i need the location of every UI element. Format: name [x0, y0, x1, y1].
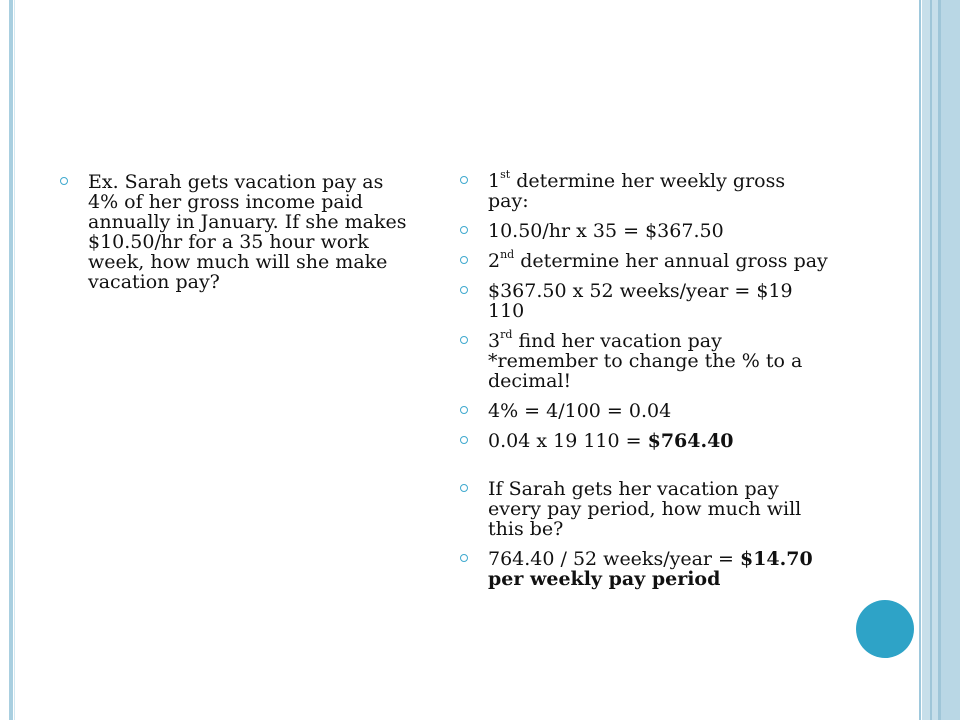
step-1-text: determine her weekly gross pay: — [488, 170, 786, 212]
calc-5-text: 764.40 / 52 weeks/year = — [488, 548, 740, 570]
calc-1-text: 10.50/hr x 35 = $367.50 — [488, 220, 724, 242]
question-text: If Sarah gets her vacation pay every pay period, how much will this be? — [488, 478, 802, 540]
bullet-ring-icon — [460, 554, 468, 562]
step-1-ordinal: st — [500, 167, 511, 181]
left-column — [58, 172, 413, 302]
decorative-stripe — [941, 0, 960, 720]
question-item — [458, 479, 828, 539]
step-1-item — [458, 167, 828, 212]
bullet-ring-icon — [460, 484, 468, 492]
right-column — [458, 167, 828, 599]
calc-2-text: $367.50 x 52 weeks/year = $19 110 — [488, 280, 793, 322]
frame-left-inner-line — [14, 0, 15, 720]
example-problem-text: Ex. Sarah gets vacation pay as 4% of her gross income paid annually in January. If she makes $10.50/hr for a 35 hour work week, how much will she make vacation pay? — [88, 171, 407, 293]
frame-left-border — [9, 0, 13, 720]
step-3-ordinal: rd — [500, 327, 513, 341]
step-2-number: 2 — [488, 250, 501, 272]
calc-4-text: 0.04 x 19 110 = — [488, 430, 648, 452]
step-2-item — [458, 247, 828, 272]
bullet-ring-icon — [60, 177, 68, 185]
frame-right-border — [919, 0, 921, 720]
step-3-item — [458, 327, 828, 392]
calc-3-text: 4% = 4/100 = 0.04 — [488, 400, 672, 422]
step-2-text: determine her annual gross pay — [514, 250, 828, 272]
step-2-ordinal: nd — [500, 247, 515, 261]
decorative-stripe — [922, 0, 930, 720]
calc-5-result: $14.70 per weekly pay period — [488, 548, 813, 590]
calc-2-item — [458, 281, 828, 321]
bullet-ring-icon — [460, 406, 468, 414]
bullet-ring-icon — [460, 256, 468, 264]
step-1-number: 1 — [488, 170, 501, 192]
bullet-ring-icon — [460, 226, 468, 234]
calc-5-item — [458, 549, 828, 589]
calc-3-item — [458, 401, 828, 421]
calc-4-item — [458, 431, 828, 451]
accent-circle — [856, 600, 914, 658]
example-problem-item — [58, 172, 413, 292]
bullet-ring-icon — [460, 336, 468, 344]
calc-1-item — [458, 221, 828, 241]
calc-4-result: $764.40 — [647, 430, 734, 452]
bullet-ring-icon — [460, 176, 468, 184]
bullet-ring-icon — [460, 436, 468, 444]
bullet-ring-icon — [460, 286, 468, 294]
step-3-number: 3 — [488, 330, 501, 352]
step-3-text: find her vacation pay *remember to change the % to a decimal! — [488, 330, 803, 392]
